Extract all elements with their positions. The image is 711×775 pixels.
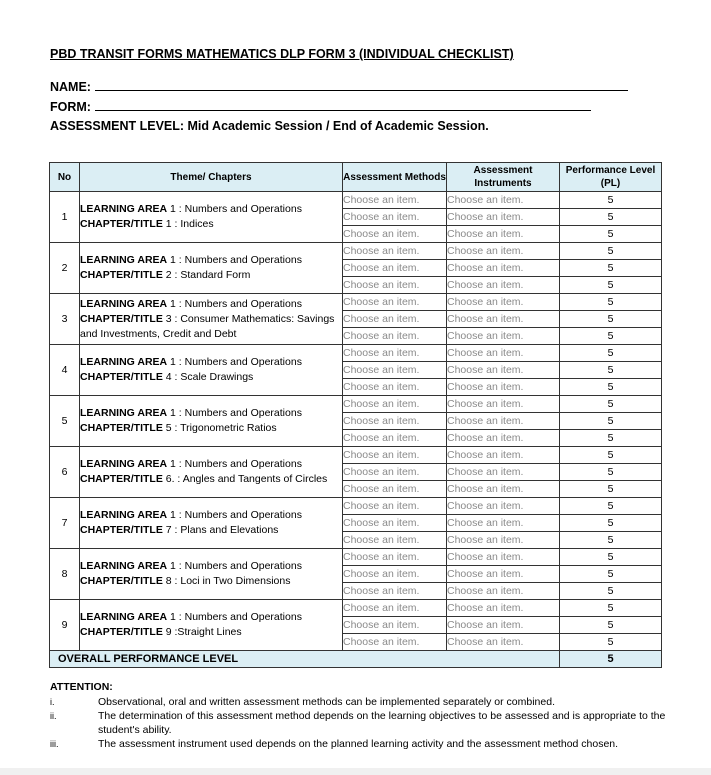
attention-note bbox=[50, 737, 670, 751]
assessment-method-dropdown[interactable]: Choose an item. bbox=[343, 277, 447, 294]
assessment-instrument-dropdown[interactable]: Choose an item. bbox=[447, 430, 560, 447]
chapter-text: 5 : Trigonometric Ratios bbox=[162, 422, 277, 434]
table-row bbox=[50, 447, 662, 464]
theme-cell bbox=[80, 294, 343, 345]
learning-area-label: LEARNING AREA bbox=[80, 560, 168, 572]
learning-area-label: LEARNING AREA bbox=[80, 297, 168, 310]
chapter-label: CHAPTER/TITLE bbox=[80, 312, 163, 325]
assessment-method-dropdown[interactable]: Choose an item. bbox=[343, 515, 447, 532]
assessment-method-dropdown[interactable]: Choose an item. bbox=[343, 192, 447, 209]
learning-area-label: LEARNING AREA bbox=[80, 356, 168, 368]
assessment-instrument-dropdown[interactable]: Choose an item. bbox=[447, 226, 560, 243]
assessment-method-dropdown[interactable]: Choose an item. bbox=[343, 430, 447, 447]
row-number: 6 bbox=[50, 447, 80, 498]
performance-level-value: 5 bbox=[560, 396, 662, 413]
theme-cell bbox=[80, 192, 343, 243]
learning-area-line bbox=[80, 559, 342, 574]
assessment-instrument-dropdown[interactable]: Choose an item. bbox=[447, 243, 560, 260]
theme-cell bbox=[80, 345, 343, 396]
performance-level-value: 5 bbox=[560, 328, 662, 345]
assessment-method-dropdown[interactable]: Choose an item. bbox=[343, 345, 447, 362]
attention-note bbox=[50, 695, 670, 709]
attention-note bbox=[50, 709, 670, 737]
assessment-instrument-dropdown[interactable]: Choose an item. bbox=[447, 345, 560, 362]
overall-row bbox=[50, 651, 662, 668]
assessment-instrument-dropdown[interactable]: Choose an item. bbox=[447, 549, 560, 566]
assessment-method-dropdown[interactable]: Choose an item. bbox=[343, 328, 447, 345]
assessment-instrument-dropdown[interactable]: Choose an item. bbox=[447, 311, 560, 328]
chapter-line bbox=[80, 625, 342, 640]
row-number: 1 bbox=[50, 192, 80, 243]
performance-level-value: 5 bbox=[560, 345, 662, 362]
learning-area-line bbox=[80, 355, 342, 370]
chapter-line bbox=[80, 370, 342, 385]
assessment-instrument-dropdown[interactable]: Choose an item. bbox=[447, 634, 560, 651]
chapter-label: CHAPTER/TITLE bbox=[80, 422, 163, 434]
assessment-method-dropdown[interactable]: Choose an item. bbox=[343, 447, 447, 464]
chapter-label: CHAPTER/TITLE bbox=[80, 575, 163, 587]
learning-area-line bbox=[80, 253, 342, 268]
assessment-method-dropdown[interactable]: Choose an item. bbox=[343, 396, 447, 413]
note-text: The determination of this assessment method depends on the learning objectives to be assessed and is appropriate to the student's ability. bbox=[98, 710, 666, 736]
checklist-table bbox=[49, 162, 662, 668]
chapter-label: CHAPTER/TITLE bbox=[80, 473, 163, 485]
page-bottom-edge bbox=[0, 768, 711, 775]
form-label: FORM: bbox=[50, 100, 91, 114]
name-input-line[interactable] bbox=[95, 78, 628, 91]
assessment-method-dropdown[interactable]: Choose an item. bbox=[343, 243, 447, 260]
chapter-label: CHAPTER/TITLE bbox=[80, 524, 163, 536]
performance-level-value: 5 bbox=[560, 481, 662, 498]
theme-cell bbox=[80, 396, 343, 447]
learning-area-text: 1 : Numbers and Operations bbox=[167, 407, 302, 419]
chapter-line bbox=[80, 268, 342, 283]
assessment-method-dropdown[interactable]: Choose an item. bbox=[343, 634, 447, 651]
assessment-method-dropdown[interactable]: Choose an item. bbox=[343, 294, 447, 311]
attention-section bbox=[50, 681, 670, 751]
chapter-label: CHAPTER/TITLE bbox=[80, 218, 163, 230]
performance-level-value: 5 bbox=[560, 447, 662, 464]
row-number: 9 bbox=[50, 600, 80, 651]
performance-level-value: 5 bbox=[560, 549, 662, 566]
table-row bbox=[50, 498, 662, 515]
assessment-method-dropdown[interactable]: Choose an item. bbox=[343, 209, 447, 226]
assessment-method-dropdown[interactable]: Choose an item. bbox=[343, 413, 447, 430]
performance-level-value: 5 bbox=[560, 413, 662, 430]
learning-area-line bbox=[80, 297, 342, 312]
table-body bbox=[50, 192, 662, 668]
header-theme: Theme/ Chapters bbox=[80, 163, 343, 192]
chapter-text: 4 : Scale Drawings bbox=[162, 371, 254, 383]
assessment-instrument-dropdown[interactable]: Choose an item. bbox=[447, 617, 560, 634]
assessment-method-dropdown[interactable]: Choose an item. bbox=[343, 379, 447, 396]
table-row bbox=[50, 243, 662, 260]
assessment-level: ASSESSMENT LEVEL: Mid Academic Session / End of Academic Session. bbox=[50, 119, 489, 133]
assessment-instrument-dropdown[interactable]: Choose an item. bbox=[447, 192, 560, 209]
header-pl: Performance Level (PL) bbox=[560, 163, 662, 192]
assessment-instrument-dropdown[interactable]: Choose an item. bbox=[447, 396, 560, 413]
chapter-text: 7 : Plans and Elevations bbox=[162, 524, 279, 536]
learning-area-label: LEARNING AREA bbox=[80, 509, 168, 521]
learning-area-line bbox=[80, 610, 342, 625]
table-row bbox=[50, 192, 662, 209]
assessment-instrument-dropdown[interactable]: Choose an item. bbox=[447, 413, 560, 430]
chapter-text: 2 : Standard Form bbox=[162, 269, 251, 281]
row-number: 3 bbox=[50, 294, 80, 345]
table-header-row bbox=[50, 163, 662, 192]
table-row bbox=[50, 549, 662, 566]
assessment-method-dropdown[interactable]: Choose an item. bbox=[343, 311, 447, 328]
performance-level-value: 5 bbox=[560, 277, 662, 294]
learning-area-label: LEARNING AREA bbox=[80, 458, 168, 470]
assessment-method-dropdown[interactable]: Choose an item. bbox=[343, 583, 447, 600]
overall-value: 5 bbox=[560, 651, 662, 668]
performance-level-value: 5 bbox=[560, 243, 662, 260]
performance-level-value: 5 bbox=[560, 260, 662, 277]
performance-level-value: 5 bbox=[560, 617, 662, 634]
chapter-line bbox=[80, 523, 342, 538]
assessment-instrument-dropdown[interactable]: Choose an item. bbox=[447, 379, 560, 396]
chapter-label: CHAPTER/TITLE bbox=[80, 626, 163, 638]
assessment-instrument-dropdown[interactable]: Choose an item. bbox=[447, 464, 560, 481]
assessment-method-dropdown[interactable]: Choose an item. bbox=[343, 226, 447, 243]
assessment-instrument-dropdown[interactable]: Choose an item. bbox=[447, 600, 560, 617]
learning-area-line bbox=[80, 508, 342, 523]
assessment-instrument-dropdown[interactable]: Choose an item. bbox=[447, 209, 560, 226]
assessment-method-dropdown[interactable]: Choose an item. bbox=[343, 362, 447, 379]
note-text: Observational, oral and written assessment methods can be implemented separately or combined. bbox=[98, 696, 555, 708]
chapter-label: CHAPTER/TITLE bbox=[80, 371, 163, 383]
performance-level-value: 5 bbox=[560, 192, 662, 209]
name-label: NAME: bbox=[50, 80, 91, 94]
learning-area-label: LEARNING AREA bbox=[80, 611, 168, 623]
assessment-instrument-dropdown[interactable]: Choose an item. bbox=[447, 566, 560, 583]
header-no: No bbox=[50, 163, 80, 192]
assessment-method-dropdown[interactable]: Choose an item. bbox=[343, 549, 447, 566]
performance-level-value: 5 bbox=[560, 583, 662, 600]
assessment-instrument-dropdown[interactable]: Choose an item. bbox=[447, 294, 560, 311]
learning-area-line bbox=[80, 457, 342, 472]
assessment-method-dropdown[interactable]: Choose an item. bbox=[343, 600, 447, 617]
learning-area-text: 1 : Numbers and Operations bbox=[167, 611, 302, 623]
row-number: 4 bbox=[50, 345, 80, 396]
performance-level-value: 5 bbox=[560, 566, 662, 583]
table-row bbox=[50, 294, 662, 311]
row-number: 7 bbox=[50, 498, 80, 549]
note-index: i. bbox=[50, 697, 55, 707]
performance-level-value: 5 bbox=[560, 311, 662, 328]
form-title: PBD TRANSIT FORMS MATHEMATICS DLP FORM 3 (INDIVIDUAL CHECKLIST) bbox=[50, 47, 514, 61]
row-number: 8 bbox=[50, 549, 80, 600]
performance-level-value: 5 bbox=[560, 226, 662, 243]
theme-cell bbox=[80, 498, 343, 549]
theme-cell bbox=[80, 549, 343, 600]
chapter-line bbox=[80, 574, 342, 589]
chapter-line bbox=[80, 472, 342, 487]
chapter-line bbox=[80, 312, 342, 342]
learning-area-text: 1 : Numbers and Operations bbox=[167, 458, 302, 470]
overall-label: OVERALL PERFORMANCE LEVEL bbox=[50, 651, 560, 668]
assessment-method-dropdown[interactable]: Choose an item. bbox=[343, 617, 447, 634]
chapter-text: 8 : Loci in Two Dimensions bbox=[162, 575, 291, 587]
row-number: 5 bbox=[50, 396, 80, 447]
assessment-instrument-dropdown[interactable]: Choose an item. bbox=[447, 515, 560, 532]
performance-level-value: 5 bbox=[560, 294, 662, 311]
table-row bbox=[50, 600, 662, 617]
assessment-instrument-dropdown[interactable]: Choose an item. bbox=[447, 260, 560, 277]
performance-level-value: 5 bbox=[560, 464, 662, 481]
performance-level-value: 5 bbox=[560, 515, 662, 532]
table-row bbox=[50, 396, 662, 413]
note-index: iii. bbox=[50, 739, 59, 749]
theme-cell bbox=[80, 243, 343, 294]
chapter-line bbox=[80, 421, 342, 436]
learning-area-label: LEARNING AREA bbox=[80, 407, 168, 419]
form-input-line[interactable] bbox=[95, 98, 591, 111]
chapter-line bbox=[80, 217, 342, 232]
assessment-method-dropdown[interactable]: Choose an item. bbox=[343, 498, 447, 515]
chapter-text: 1 : Indices bbox=[162, 218, 214, 230]
theme-cell bbox=[80, 600, 343, 651]
learning-area-label: LEARNING AREA bbox=[80, 254, 168, 266]
table-row bbox=[50, 345, 662, 362]
note-index: ii. bbox=[50, 711, 57, 721]
learning-area-line bbox=[80, 406, 342, 421]
performance-level-value: 5 bbox=[560, 362, 662, 379]
row-number: 2 bbox=[50, 243, 80, 294]
assessment-method-dropdown[interactable]: Choose an item. bbox=[343, 566, 447, 583]
assessment-instrument-dropdown[interactable]: Choose an item. bbox=[447, 328, 560, 345]
assessment-instrument-dropdown[interactable]: Choose an item. bbox=[447, 277, 560, 294]
learning-area-text: 1 : Numbers and Operations bbox=[167, 356, 302, 368]
performance-level-value: 5 bbox=[560, 532, 662, 549]
performance-level-value: 5 bbox=[560, 430, 662, 447]
learning-area-label: LEARNING AREA bbox=[80, 203, 168, 215]
assessment-method-dropdown[interactable]: Choose an item. bbox=[343, 260, 447, 277]
assessment-instrument-dropdown[interactable]: Choose an item. bbox=[447, 583, 560, 600]
performance-level-value: 5 bbox=[560, 498, 662, 515]
note-text: The assessment instrument used depends on the planned learning activity and the assessment method chosen. bbox=[98, 738, 619, 750]
learning-area-text: 1 : Numbers and Operations bbox=[167, 509, 302, 521]
assessment-method-dropdown[interactable]: Choose an item. bbox=[343, 532, 447, 549]
chapter-label: CHAPTER/TITLE bbox=[80, 269, 163, 281]
learning-area-line bbox=[80, 202, 342, 217]
performance-level-value: 5 bbox=[560, 379, 662, 396]
assessment-instrument-dropdown[interactable]: Choose an item. bbox=[447, 481, 560, 498]
learning-area-text: 1 : Numbers and Operations bbox=[167, 560, 302, 572]
chapter-text: 9 :Straight Lines bbox=[162, 626, 242, 638]
assessment-instrument-dropdown[interactable]: Choose an item. bbox=[447, 362, 560, 379]
attention-heading: ATTENTION: bbox=[50, 681, 113, 693]
performance-level-value: 5 bbox=[560, 600, 662, 617]
header-instruments: Assessment Instruments bbox=[447, 163, 560, 192]
learning-area-text: 1 : Numbers and Operations bbox=[167, 203, 302, 215]
assessment-method-dropdown[interactable]: Choose an item. bbox=[343, 481, 447, 498]
learning-area-text: 1 : Numbers and Operations bbox=[167, 254, 302, 266]
performance-level-value: 5 bbox=[560, 209, 662, 226]
performance-level-value: 5 bbox=[560, 634, 662, 651]
form-field bbox=[50, 98, 591, 114]
assessment-instrument-dropdown[interactable]: Choose an item. bbox=[447, 532, 560, 549]
theme-cell bbox=[80, 447, 343, 498]
assessment-instrument-dropdown[interactable]: Choose an item. bbox=[447, 447, 560, 464]
name-field bbox=[50, 78, 628, 94]
chapter-text: 3 : Consumer Mathematics: Savings and Investments, Credit and Debt bbox=[80, 312, 335, 340]
header-methods: Assessment Methods bbox=[343, 163, 447, 192]
assessment-instrument-dropdown[interactable]: Choose an item. bbox=[447, 498, 560, 515]
learning-area-text: 1 : Numbers and Operations bbox=[167, 297, 302, 310]
assessment-method-dropdown[interactable]: Choose an item. bbox=[343, 464, 447, 481]
chapter-text: 6. : Angles and Tangents of Circles bbox=[162, 473, 328, 485]
